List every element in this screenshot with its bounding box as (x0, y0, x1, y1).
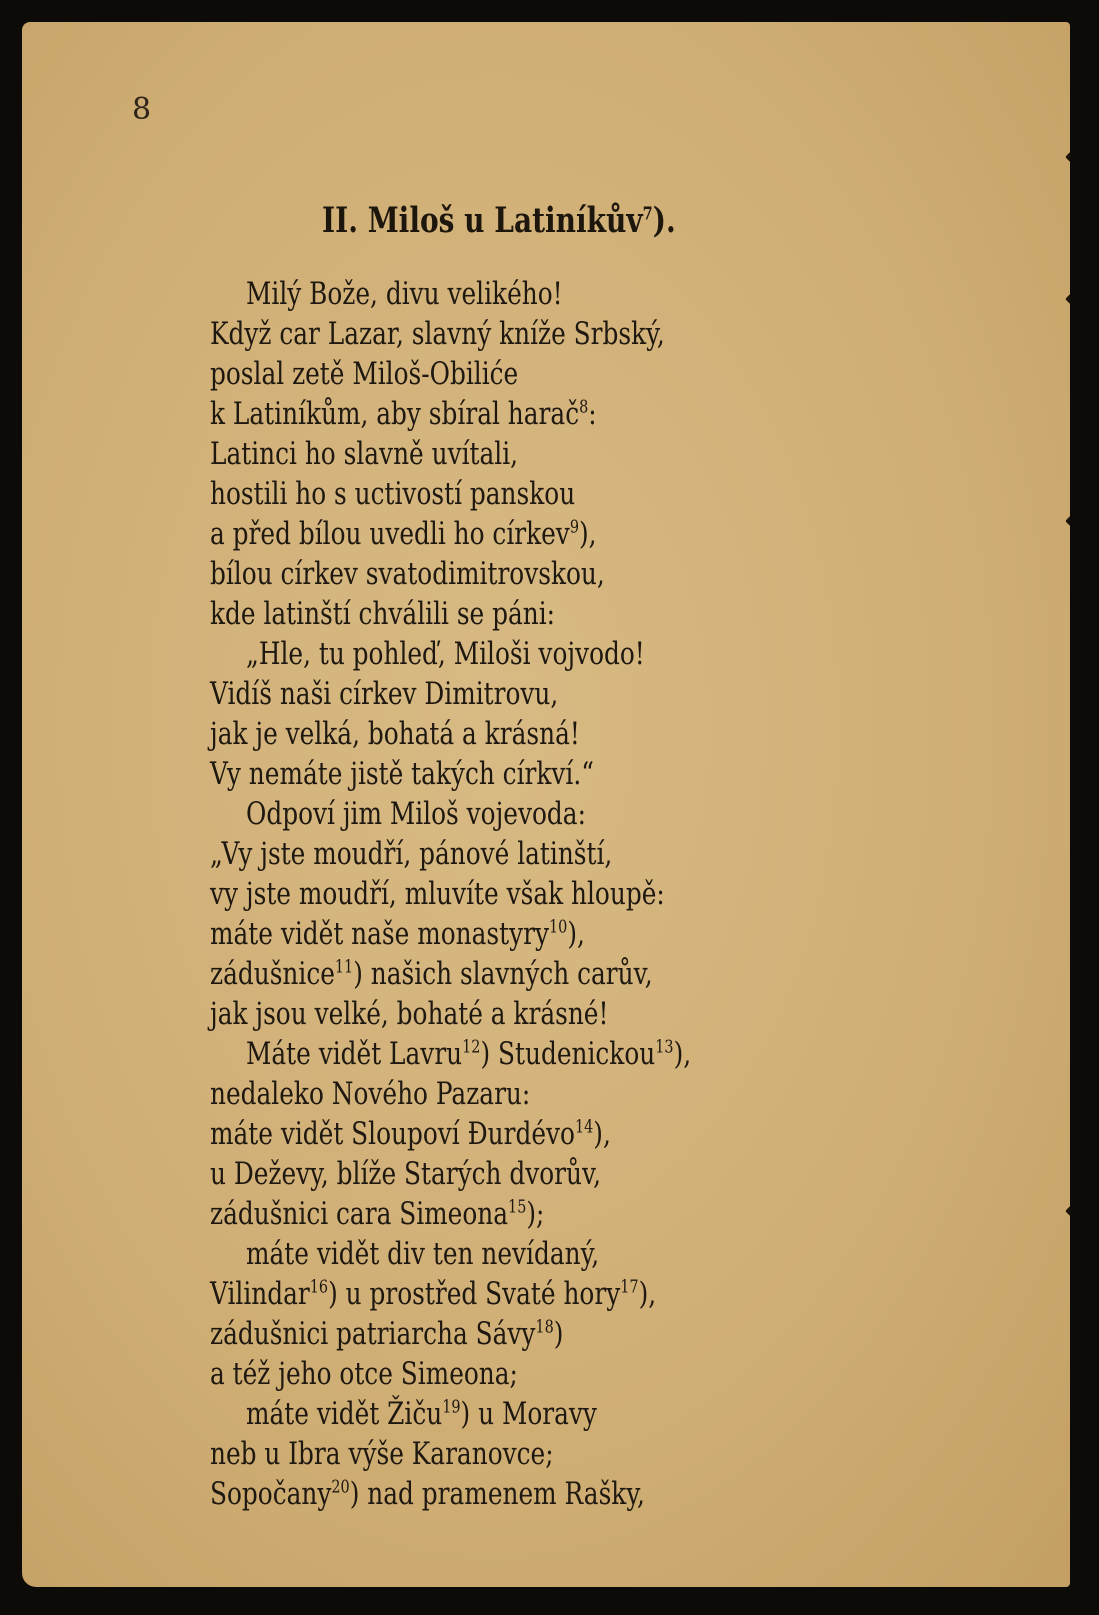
poem-line-text: máte vidět div ten nevídaný, (246, 1236, 600, 1272)
footnote-ref: 16 (309, 1276, 329, 1298)
poem-line-continuation: ) u prostřed Svaté hory (328, 1276, 621, 1312)
footnote-ref: 18 (535, 1316, 554, 1338)
poem-line (210, 714, 691, 754)
footnote-ref: 19 (442, 1396, 461, 1418)
footnote-ref: 15 (508, 1196, 527, 1218)
poem-line-continuation: ), (638, 1276, 657, 1312)
poem-line (210, 1034, 691, 1074)
poem-line (210, 1194, 691, 1234)
footnote-ref: 13 (655, 1036, 674, 1058)
poem-line-text: nedaleko Nového Pazaru: (210, 1076, 531, 1112)
poem-line (210, 394, 691, 434)
poem-line (210, 354, 691, 394)
poem-line (210, 474, 691, 514)
poem-line-text: Sopočany (210, 1476, 332, 1512)
poem-title-text: II. Miloš u Latiníkův (322, 200, 643, 241)
poem-line (210, 1114, 691, 1154)
poem-line (210, 874, 691, 914)
poem-line (210, 274, 691, 314)
poem-line (210, 1474, 691, 1514)
poem-line (210, 1274, 691, 1314)
poem-line (210, 1234, 691, 1274)
poem-line-text: „Vy jste moudří, pánové latinští, (210, 836, 613, 872)
poem-line (210, 634, 691, 674)
poem-line-text: Milý Bože, divu velikého! (246, 276, 563, 312)
poem-line (210, 594, 691, 634)
poem-line (210, 1354, 691, 1394)
poem-line-text: Když car Lazar, slavný kníže Srbský, (210, 316, 665, 352)
poem-line-text: Vy nemáte jistě takých církví.“ (210, 756, 594, 792)
poem-line-text: kde latinští chválili se páni: (210, 596, 556, 632)
footnote-ref: 17 (620, 1276, 639, 1298)
poem-line (210, 554, 691, 594)
poem-line (210, 994, 691, 1034)
footnote-ref: 8 (579, 396, 589, 418)
poem-line-continuation: ); (526, 1196, 545, 1232)
poem-line (210, 1434, 691, 1474)
poem-line (210, 834, 691, 874)
poem-line-text: bílou církev svatodimitrovskou, (210, 556, 605, 592)
poem-line-text: Latinci ho slavně uvítali, (210, 436, 519, 472)
poem-line-continuation: ), (593, 1116, 611, 1152)
poem-line-continuation: ) (553, 1316, 564, 1352)
poem-line (210, 1394, 691, 1434)
poem-line-text: zádušnici patriarcha Sávy (210, 1316, 536, 1352)
page-number: 8 (132, 92, 152, 127)
poem-line (210, 1314, 691, 1354)
poem-line (210, 314, 691, 354)
poem-line-text: hostili ho s uctivostí panskou (210, 476, 576, 512)
poem-line-text: Vidíš naši církev Dimitrovu, (210, 676, 559, 712)
book-page (22, 22, 1070, 1587)
poem-line (210, 754, 691, 794)
poem-line-text: Máte vidět Lavru (246, 1036, 463, 1072)
footnote-ref: 14 (574, 1116, 594, 1138)
poem-line (210, 914, 691, 954)
poem-line-continuation: ) našich slavných carův, (353, 956, 653, 992)
poem-line-text: máte vidět Žiču (246, 1396, 443, 1432)
poem-line-text: poslal zetě Miloš-Obiliće (210, 356, 519, 392)
poem-line-text: k Latiníkům, aby sbíral harač (210, 396, 580, 432)
poem-line (210, 514, 691, 554)
poem-line-text: a před bílou uvedli ho církev (210, 516, 570, 552)
binding-mark (1065, 289, 1070, 309)
poem-line (210, 434, 691, 474)
poem-line-text: jak je velká, bohatá a krásná! (210, 716, 580, 752)
poem-line-continuation: ) nad pramenem Rašky, (349, 1476, 645, 1512)
footnote-ref: 12 (462, 1036, 481, 1058)
footnote-ref: 20 (331, 1476, 350, 1498)
poem-line-text: „Hle, tu pohleď, Miloši vojvodo! (246, 636, 645, 672)
poem-line-text: Odpoví jim Miloš vojevoda: (246, 796, 586, 832)
poem-line-continuation: ), (673, 1036, 692, 1072)
poem-line-continuation: : (588, 396, 597, 432)
footnote-ref: 9 (569, 516, 579, 538)
poem-line-text: máte vidět naše monastyry (210, 916, 549, 952)
poem-line-continuation: ), (567, 916, 585, 952)
poem-line-text: u Deževy, blíže Starých dvorův, (210, 1156, 601, 1192)
poem-line-text: vy jste moudří, mluvíte však hloupě: (210, 876, 665, 912)
poem-title (322, 200, 676, 241)
binding-mark (1065, 1201, 1070, 1221)
footnote-ref: 11 (334, 956, 354, 978)
poem-line-text: zádušnici cara Simeona (210, 1196, 509, 1232)
poem-text (210, 274, 811, 1514)
poem-line (210, 1074, 691, 1114)
footnote-ref: 10 (549, 916, 568, 938)
poem-line-text: jak jsou velké, bohaté a krásné! (210, 996, 609, 1032)
poem-line-continuation: ), (578, 516, 597, 552)
poem-line (210, 674, 691, 714)
poem-line (210, 794, 691, 834)
poem-line-text: a též jeho otce Simeona; (210, 1356, 518, 1392)
poem-line-text: neb u Ibra výše Karanovce; (210, 1436, 554, 1472)
poem-line-text: zádušnice (210, 956, 335, 992)
poem-line-text: máte vidět Sloupoví Đurdévo (210, 1116, 575, 1152)
poem-line-continuation: ) u Moravy (460, 1396, 597, 1432)
footnote-ref: 7 (642, 203, 653, 225)
binding-mark (1065, 147, 1070, 167)
poem-line (210, 954, 691, 994)
poem-line-continuation: ) Studenickou (480, 1036, 656, 1072)
poem-line-text: Vilindar (210, 1276, 310, 1312)
binding-mark (1065, 511, 1070, 531)
poem-line (210, 1154, 691, 1194)
title-punctuation: ). (652, 200, 676, 241)
